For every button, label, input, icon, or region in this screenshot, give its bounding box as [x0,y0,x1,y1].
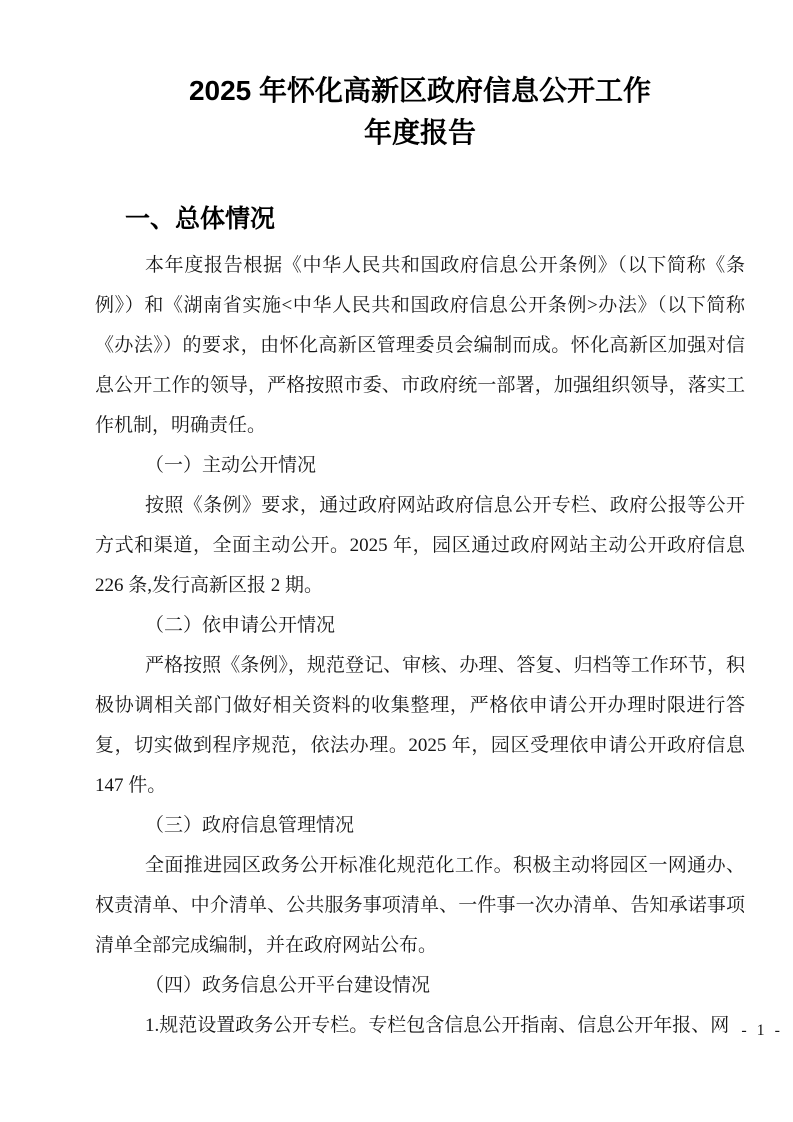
sub-heading: （二）依申请公开情况 [145,615,336,636]
section-heading: 一、总体情况 [125,205,276,233]
paragraph: 本年度报告根据《中华人民共和国政府信息公开条例》（以下简称《条例》）和《湖南省实施<中华人民共和国政府信息公开条例>办法》（以下简称《办法》）的要求，由怀化高新区管理委员会编制而成。怀化高新区加强对信息公开工作的领导，严格按照市委、市政府统一部署，加强组织领导，落实工作机制，明确责任。 [95,255,745,436]
sub-heading: （一）主动公开情况 [145,455,317,476]
sub-heading: （四）政务信息公开平台建设情况 [145,975,431,996]
paragraph: 按照《条例》要求，通过政府网站政府信息公开专栏、政府公报等公开方式和渠道，全面主动公开。2025 年，园区通过政府网站主动公开政府信息 226 条,发行高新区报 2 期。 [95,495,745,596]
sub-heading: （三）政府信息管理情况 [145,815,355,836]
paragraph: 严格按照《条例》，规范登记、审核、办理、答复、归档等工作环节，积极协调相关部门做好相关资料的收集整理，严格依申请公开办理时限进行答复，切实做到程序规范，依法办理。2025 年，园区受理依申请公开政府信息 147 件。 [95,655,745,796]
document-content [95,70,745,1046]
paragraph: 1.规范设置政务公开专栏。专栏包含信息公开指南、信息公开年报、网 [145,1015,730,1036]
body-text [95,246,745,1046]
paragraph: 全面推进园区政务公开标准化规范化工作。积极主动将园区一网通办、权责清单、中介清单、公共服务事项清单、一件事一次办清单、告知承诺事项清单全部完成编制，并在政府网站公布。 [95,855,745,956]
document-title-line2: 年度报告 [363,117,476,148]
page-number: - 1 - [741,1022,783,1039]
document-title [95,70,745,154]
document-title-line1: 2025 年怀化高新区政府信息公开工作 [188,75,652,106]
